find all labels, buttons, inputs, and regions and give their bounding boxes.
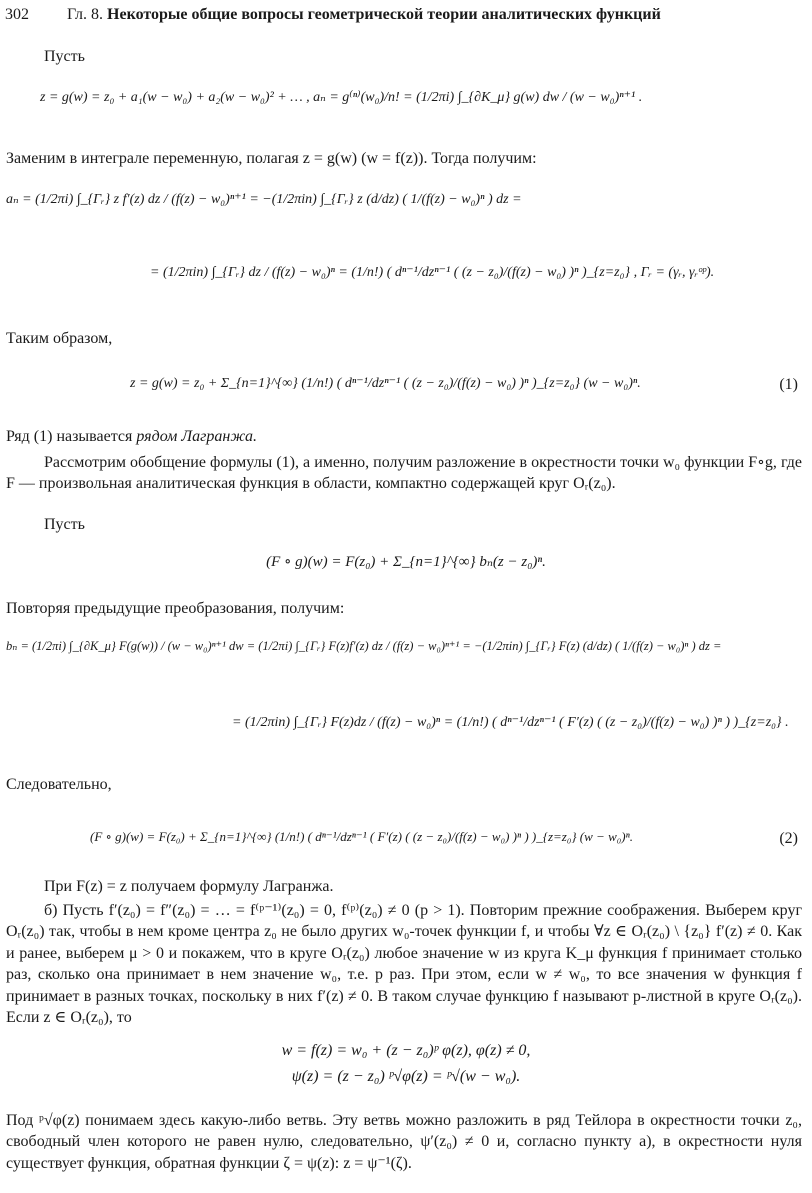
text-line: Пусть xyxy=(44,48,85,65)
chapter-title: Некоторые общие вопросы геометрической теории аналитических функций xyxy=(107,6,661,23)
formula: = (1/2πin) ∫_{Γᵣ} dz / (f(z) − w₀)ⁿ = (1/n!) ( dⁿ⁻¹/dzⁿ⁻¹ ( (z − z₀)/(f(z) − w₀) )ⁿ )_{z=z₀} , Γᵣ = (γᵣ, γᵣᵒᵖ). xyxy=(150,265,715,280)
text-line: Пусть xyxy=(44,516,85,533)
text-span: Ряд (1) называется xyxy=(6,428,133,445)
paragraph: б) Пусть f′(z₀) = f″(z₀) = … = f⁽ᵖ⁻¹⁾(z₀) = 0, f⁽ᵖ⁾(z₀) ≠ 0 (p > 1). Повторим прежние соображения. Выберем круг Oᵣ(z₀) так, чтобы в нем кроме центра z₀ не было других w₀-точек функции f, и чтобы ∀z ∈ Oᵣ(z₀) \ {z₀} f′(z) ≠ 0. Как и ранее, выберем μ > 0 и покажем, что в круге Oᵣ(z₀) любое значение w из круга K_μ функция f принимает столько раз, сколько она принимает в нем значение w₀, т.е. p раз. При этом, если w ≠ w₀, то все значения w функция f принимает в разных точках, поскольку в них f′(z) ≠ 0. В таком случае функцию f называют p-листной в круге Oᵣ(z₀). Если z ∈ Oᵣ(z₀), то xyxy=(6,902,803,1027)
chapter-label: Гл. 8. xyxy=(67,6,104,23)
paragraph: Рассмотрим обобщение формулы (1), а именно, получим разложение в окрестности точки w₀ функции F∘g, где F — произвольная аналитическая функция в области, компактно содержащей круг Oᵣ(z₀). xyxy=(6,454,802,492)
formula: (F ∘ g)(w) = F(z₀) + Σ_{n=1}^{∞} bₙ(z − z₀)ⁿ. xyxy=(266,554,546,570)
paragraph: Под ᵖ√φ(z) понимаем здесь какую-либо ветвь. Эту ветвь можно разложить в ряд Тейлора в окрестности точки z₀, свободный член которого не равен нулю, следовательно, ψ′(z₀) ≠ 0 и, согласно пункту а), в окрестности нуля существует функция, обратная функции ζ = ψ(z): z = ψ⁻¹(ζ). xyxy=(6,1112,802,1172)
formula: aₙ = (1/2πi) ∫_{Γᵣ} z f′(z) dz / (f(z) − w₀)ⁿ⁺¹ = −(1/2πin) ∫_{Γᵣ} z (d/dz) ( 1/(f(z) − w₀)ⁿ ) dz = xyxy=(6,192,522,207)
equation-number: (2) xyxy=(779,830,798,847)
text-line: Следовательно, xyxy=(6,776,112,793)
formula-numbered: z = g(w) = z₀ + Σ_{n=1}^{∞} (1/n!) ( dⁿ⁻¹/dzⁿ⁻¹ ( (z − z₀)/(f(z) − w₀) )ⁿ )_{z=z₀} (w − w₀)ⁿ. xyxy=(130,376,641,391)
text-line: При F(z) = z получаем формулу Лагранжа. xyxy=(44,878,334,895)
formula: z = g(w) = z₀ + a₁(w − w₀) + a₂(w − w₀)² + … , aₙ = g⁽ⁿ⁾(w₀)/n! = (1/2πi) ∫_{∂K_μ} g(w) dw / (w − w₀)ⁿ⁺¹ . xyxy=(40,90,643,105)
formula: ψ(z) = (z − z₀) ᵖ√φ(z) = ᵖ√(w − w₀). xyxy=(291,1068,521,1085)
text-line xyxy=(6,428,257,446)
text-line: Таким образом, xyxy=(6,330,113,347)
term-emphasis: рядом Лагранжа. xyxy=(136,428,257,445)
formula: = (1/2πin) ∫_{Γᵣ} F(z)dz / (f(z) − w₀)ⁿ = (1/n!) ( dⁿ⁻¹/dzⁿ⁻¹ ( F′(z) ( (z − z₀)/(f(z) − w₀) )ⁿ ) )_{z=z₀} . xyxy=(232,715,789,730)
page-number: 302 xyxy=(5,6,29,23)
formula: bₙ = (1/2πi) ∫_{∂K_μ} F(g(w)) / (w − w₀)ⁿ⁺¹ dw = (1/2πi) ∫_{Γᵣ} F(z)f′(z) dz / (f(z) − w₀)ⁿ⁺¹ = −(1/2πin) ∫_{Γᵣ} F(z) (d/dz) ( 1/(f(z) − w₀)ⁿ ) dz = xyxy=(6,639,722,653)
formula: w = f(z) = w₀ + (z − z₀)ᵖ φ(z), φ(z) ≠ 0, xyxy=(281,1042,531,1059)
text-line: Повторяя предыдущие преобразования, получим: xyxy=(6,600,345,617)
formula-numbered: (F ∘ g)(w) = F(z₀) + Σ_{n=1}^{∞} (1/n!) ( dⁿ⁻¹/dzⁿ⁻¹ ( F′(z) ( (z − z₀)/(f(z) − w₀) )ⁿ ) )_{z=z₀} (w − w₀)ⁿ. xyxy=(90,829,633,844)
text-line: Заменим в интеграле переменную, полагая z = g(w) (w = f(z)). Тогда получим: xyxy=(6,150,537,167)
equation-number: (1) xyxy=(779,376,798,393)
running-header xyxy=(5,6,661,24)
